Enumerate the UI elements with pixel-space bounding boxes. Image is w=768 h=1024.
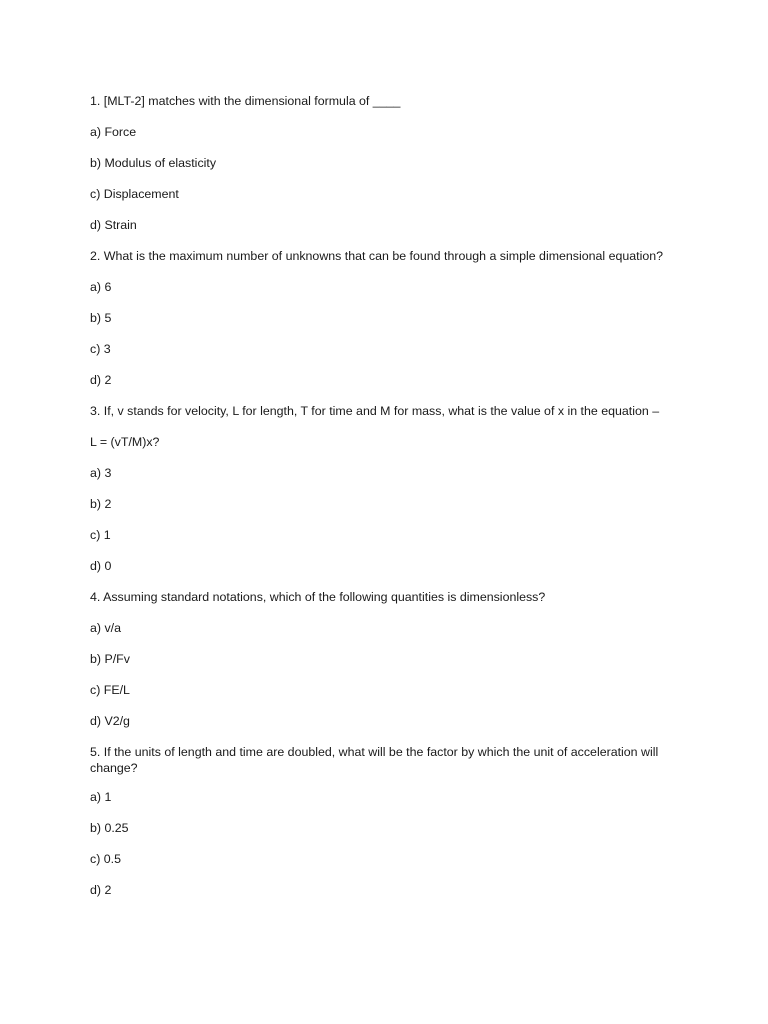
question-2-option-c: c) 3 [90, 342, 111, 356]
question-1-option-b: b) Modulus of elasticity [90, 156, 217, 170]
question-4-option-b: b) P/Fv [90, 652, 130, 666]
question-1 [90, 93, 690, 233]
question-3-option-d: d) 0 [90, 559, 112, 573]
question-3-option-b: b) 2 [90, 497, 112, 511]
question-2-option-b: b) 5 [90, 311, 112, 325]
question-1-option-d: d) Strain [90, 218, 137, 232]
question-4-option-c: c) FE/L [90, 683, 130, 697]
quiz-content [90, 93, 690, 913]
question-1-option-a: a) Force [90, 125, 137, 139]
question-5-text: 5. If the units of length and time are doubled, what will be the factor by which the unit of acceleration will change? [90, 745, 659, 775]
question-4-option-a: a) v/a [90, 621, 121, 635]
question-2 [90, 248, 690, 388]
question-2-option-d: d) 2 [90, 373, 112, 387]
question-3 [90, 403, 690, 574]
question-3-equation: L = (vT/M)x? [90, 435, 160, 449]
question-5-option-a: a) 1 [90, 790, 112, 804]
question-4-option-d: d) V2/g [90, 714, 130, 728]
question-3-text: 3. If, v stands for velocity, L for length, T for time and M for mass, what is the value of x in the equation – [90, 404, 660, 418]
question-3-option-c: c) 1 [90, 528, 111, 542]
question-4 [90, 589, 690, 729]
question-5-option-b: b) 0.25 [90, 821, 129, 835]
question-1-option-c: c) Displacement [90, 187, 179, 201]
question-5-option-d: d) 2 [90, 883, 112, 897]
question-5-option-c: c) 0.5 [90, 852, 121, 866]
question-2-option-a: a) 6 [90, 280, 112, 294]
question-1-text: 1. [MLT-2] matches with the dimensional formula of ____ [90, 94, 401, 108]
question-5 [90, 744, 690, 898]
question-4-text: 4. Assuming standard notations, which of the following quantities is dimensionless? [90, 590, 546, 604]
question-2-text: 2. What is the maximum number of unknowns that can be found through a simple dimensional equation? [90, 249, 664, 263]
question-3-option-a: a) 3 [90, 466, 112, 480]
